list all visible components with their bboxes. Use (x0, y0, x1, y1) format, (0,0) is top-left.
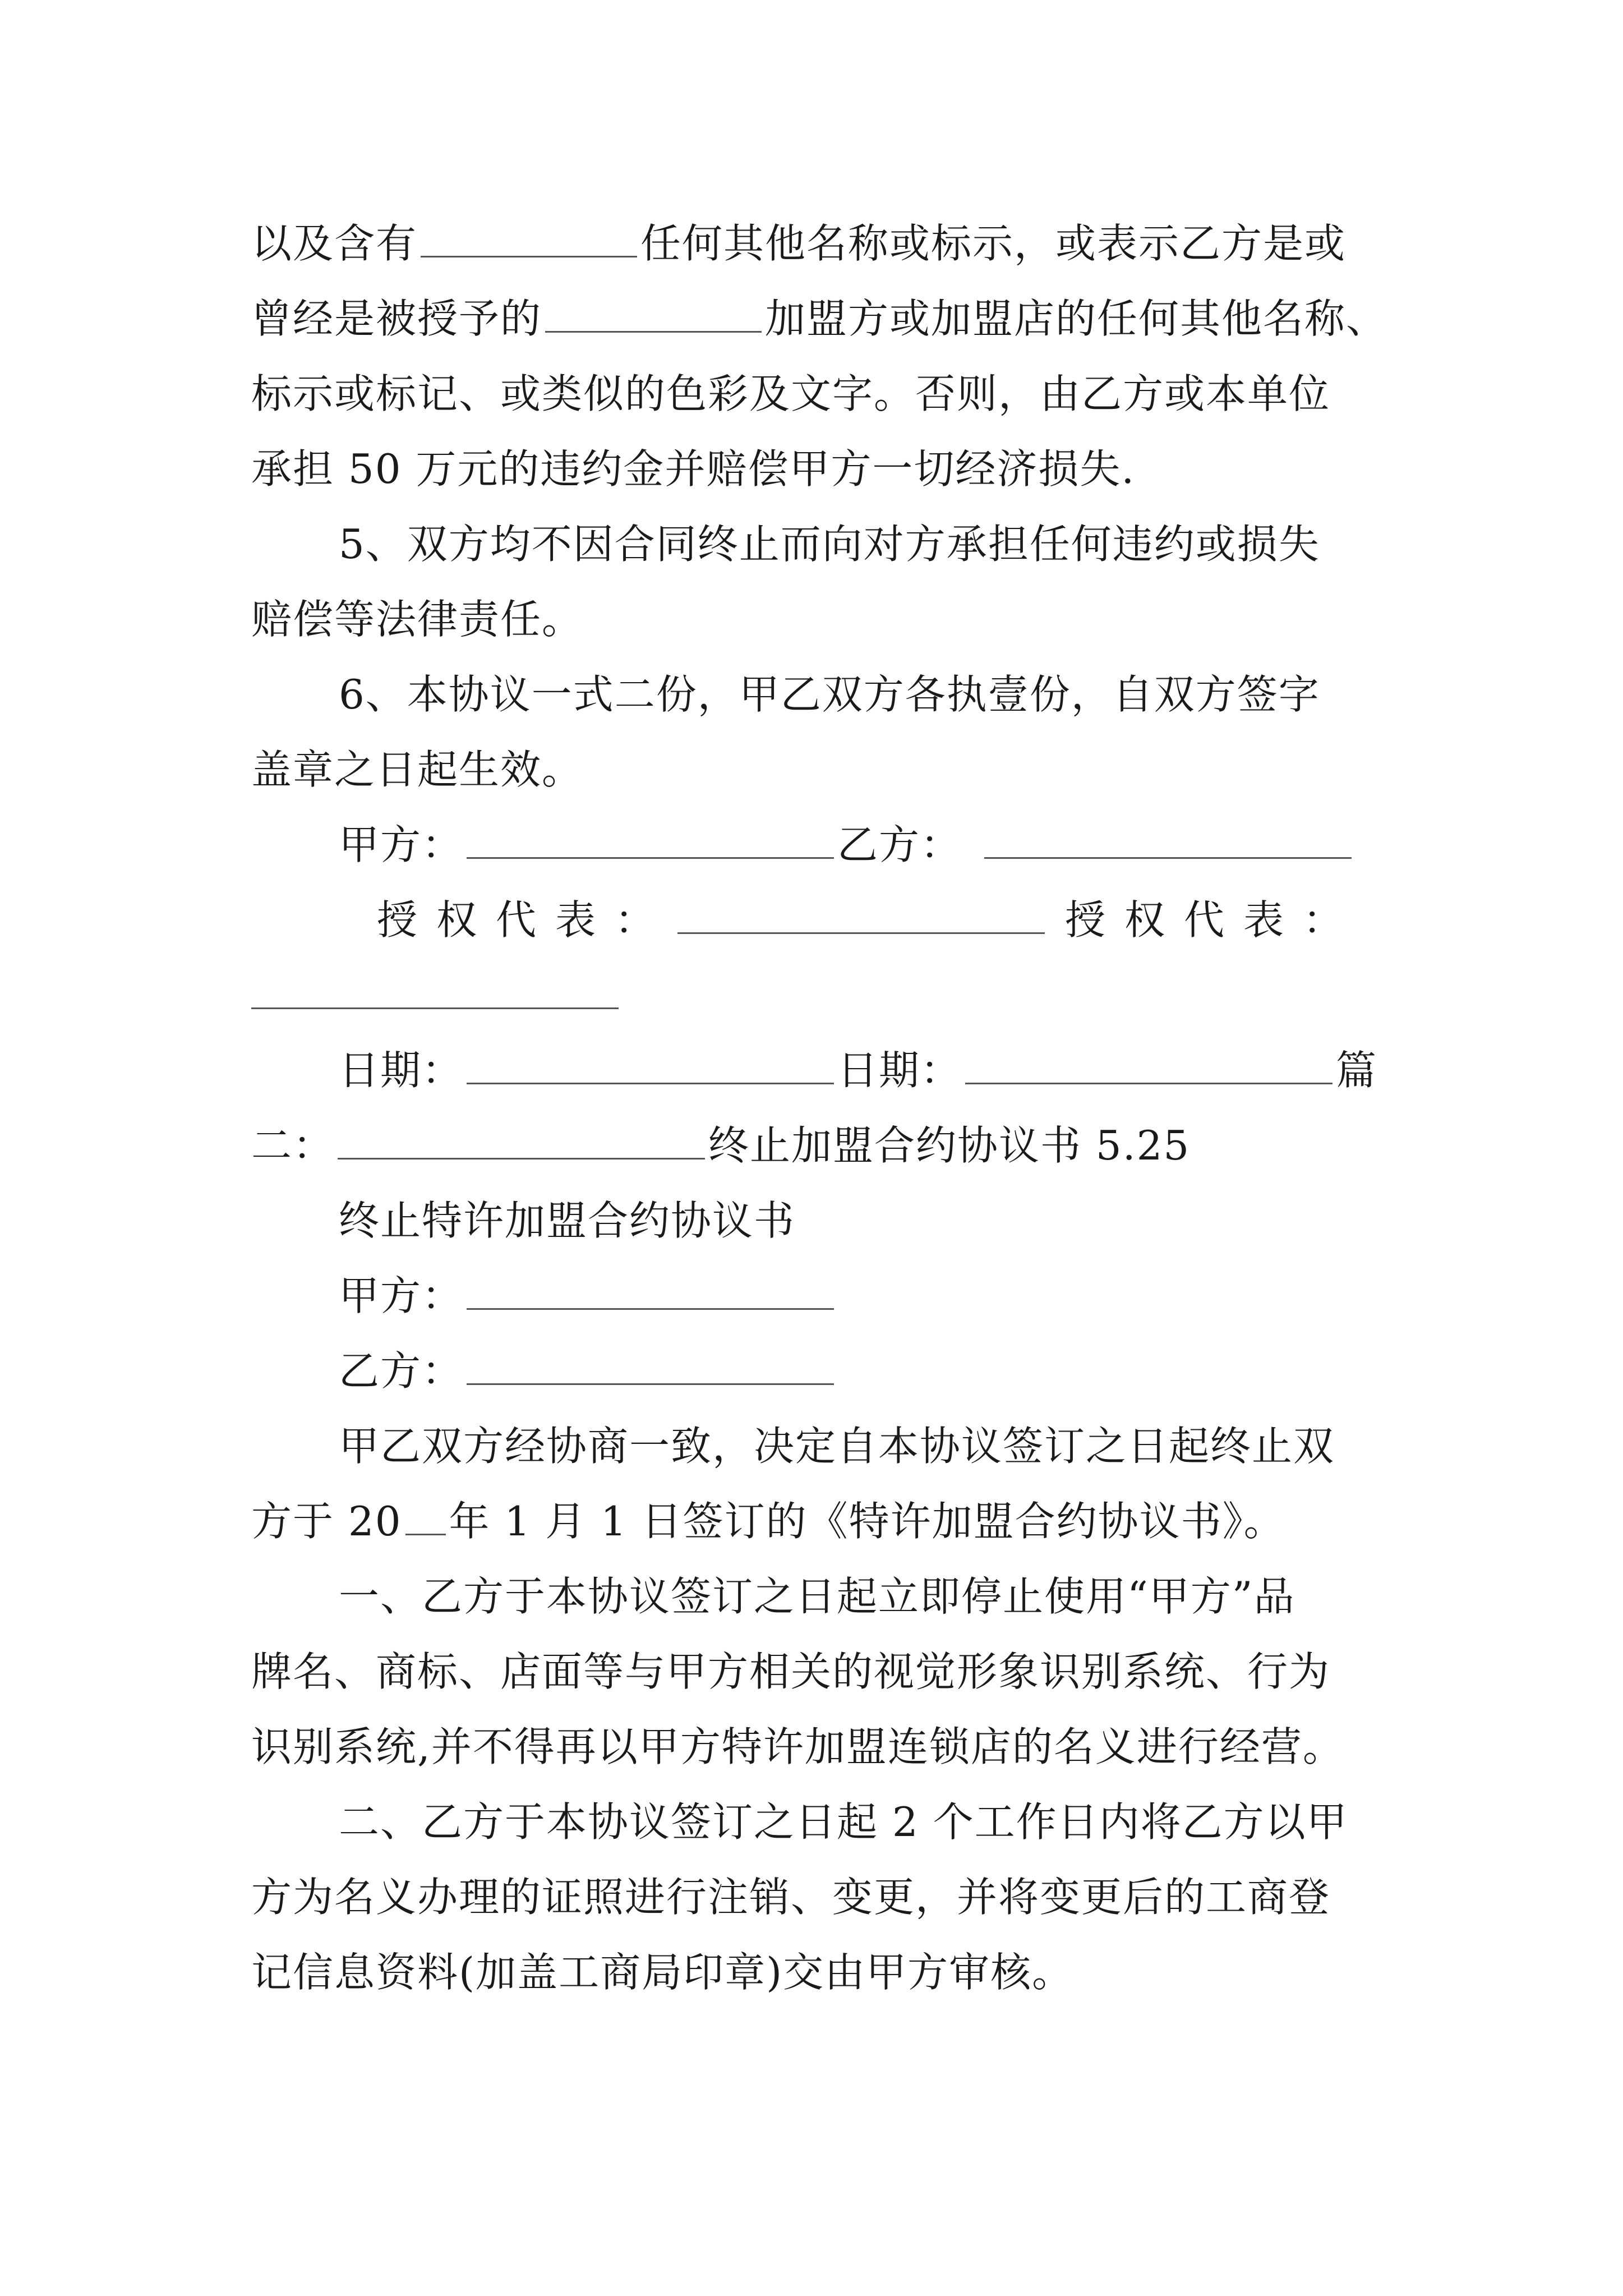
text: 6、本协议一式二份，甲乙双方各执壹份，自双方签字 (339, 671, 1320, 718)
date-b-blank (965, 1050, 1332, 1084)
representative-line (377, 896, 1363, 944)
clause-6-line-1 (339, 671, 1320, 718)
text: 牌名、商标、店面等与甲方相关的视觉形象识别系统、行为 (251, 1648, 1331, 1695)
date-a-label: 日期： (339, 1047, 464, 1094)
text-line-2 (251, 295, 1388, 342)
party-a-blank (467, 1276, 834, 1310)
text: 5、双方均不因合同终止而向对方承担任何违约或损失 (339, 521, 1320, 568)
party-b-blank (984, 825, 1352, 859)
representative-a-blank (677, 900, 1045, 934)
party-b-line (339, 1347, 837, 1395)
text: 二、乙方于本协议签订之日起 2 个工作日内将乙方以甲 (339, 1798, 1348, 1846)
date-line (339, 1047, 1378, 1094)
text: 曾经是被授予的 (251, 295, 542, 342)
party-a-label: 甲方： (339, 821, 464, 868)
year-blank (405, 1501, 446, 1535)
text: 盖章之日起生效。 (251, 746, 584, 793)
party-b-label: 乙方： (837, 821, 962, 868)
text-line-3 (251, 370, 1331, 417)
clause-5-line-2 (251, 596, 584, 643)
section-two-heading-line (251, 1122, 1191, 1169)
party-b-label: 乙方： (339, 1347, 464, 1395)
party-a-label: 甲方： (339, 1272, 464, 1319)
text-line-4 (251, 445, 1136, 493)
article-1-line-1 (339, 1573, 1295, 1620)
article-2-line-1 (339, 1798, 1348, 1846)
party-a-line (339, 1272, 837, 1319)
text: 篇 (1336, 1047, 1378, 1094)
party-a-blank (467, 825, 834, 859)
text: 方于 20 (251, 1498, 402, 1545)
text: 加盟方或加盟店的任何其他名称、 (765, 295, 1388, 342)
text: 年 1 月 1 日签订的《特许加盟合约协议书》。 (449, 1498, 1285, 1545)
date-b-label: 日期： (837, 1047, 962, 1094)
party-signature-line (339, 821, 1355, 868)
blank-field (338, 1125, 705, 1159)
text: 一、乙方于本协议签订之日起立即停止使用“甲方”品 (339, 1573, 1295, 1620)
article-1-line-3 (251, 1723, 1344, 1770)
blank-field (545, 298, 762, 333)
clause-6-line-2 (251, 746, 584, 793)
text: 终止特许加盟合约协议书 (339, 1197, 796, 1244)
preamble-line-1 (339, 1423, 1335, 1470)
text-line-1 (251, 220, 1347, 267)
text: 任何其他名称或标示，或表示乙方是或 (640, 220, 1347, 267)
text: 识别系统,并不得再以甲方特许加盟连锁店的名义进行经营。 (251, 1723, 1344, 1770)
text: 标示或标记、或类似的色彩及文字。否则，由乙方或本单位 (251, 370, 1331, 417)
party-b-blank (467, 1351, 834, 1385)
text: 记信息资料(加盖工商局印章)交由甲方审核。 (251, 1949, 1074, 1996)
clause-5-line-1 (339, 521, 1320, 568)
article-1-line-2 (251, 1648, 1331, 1695)
text: 方为名义办理的证照进行注销、变更，并将变更后的工商登 (251, 1874, 1331, 1921)
agreement-title (339, 1197, 796, 1244)
text: 承担 50 万元的违约金并赔偿甲方一切经济损失. (251, 445, 1136, 493)
representative-a-label: 授权代表： (377, 896, 675, 944)
representative-b-blank (251, 975, 619, 1009)
preamble-line-2 (251, 1498, 1285, 1545)
article-2-line-2 (251, 1874, 1331, 1921)
date-a-blank (467, 1050, 834, 1084)
representative-b-label: 授权代表： (1065, 896, 1363, 944)
text: 终止加盟合约协议书 5.25 (708, 1122, 1191, 1169)
text: 以及含有 (251, 220, 418, 267)
article-2-line-3 (251, 1949, 1074, 1996)
text: 赔偿等法律责任。 (251, 596, 584, 643)
text: 二： (251, 1122, 335, 1169)
representative-b-blank-line (251, 975, 622, 1015)
text: 甲乙双方经协商一致，决定自本协议签订之日起终止双 (339, 1423, 1335, 1470)
blank-field (421, 223, 637, 257)
